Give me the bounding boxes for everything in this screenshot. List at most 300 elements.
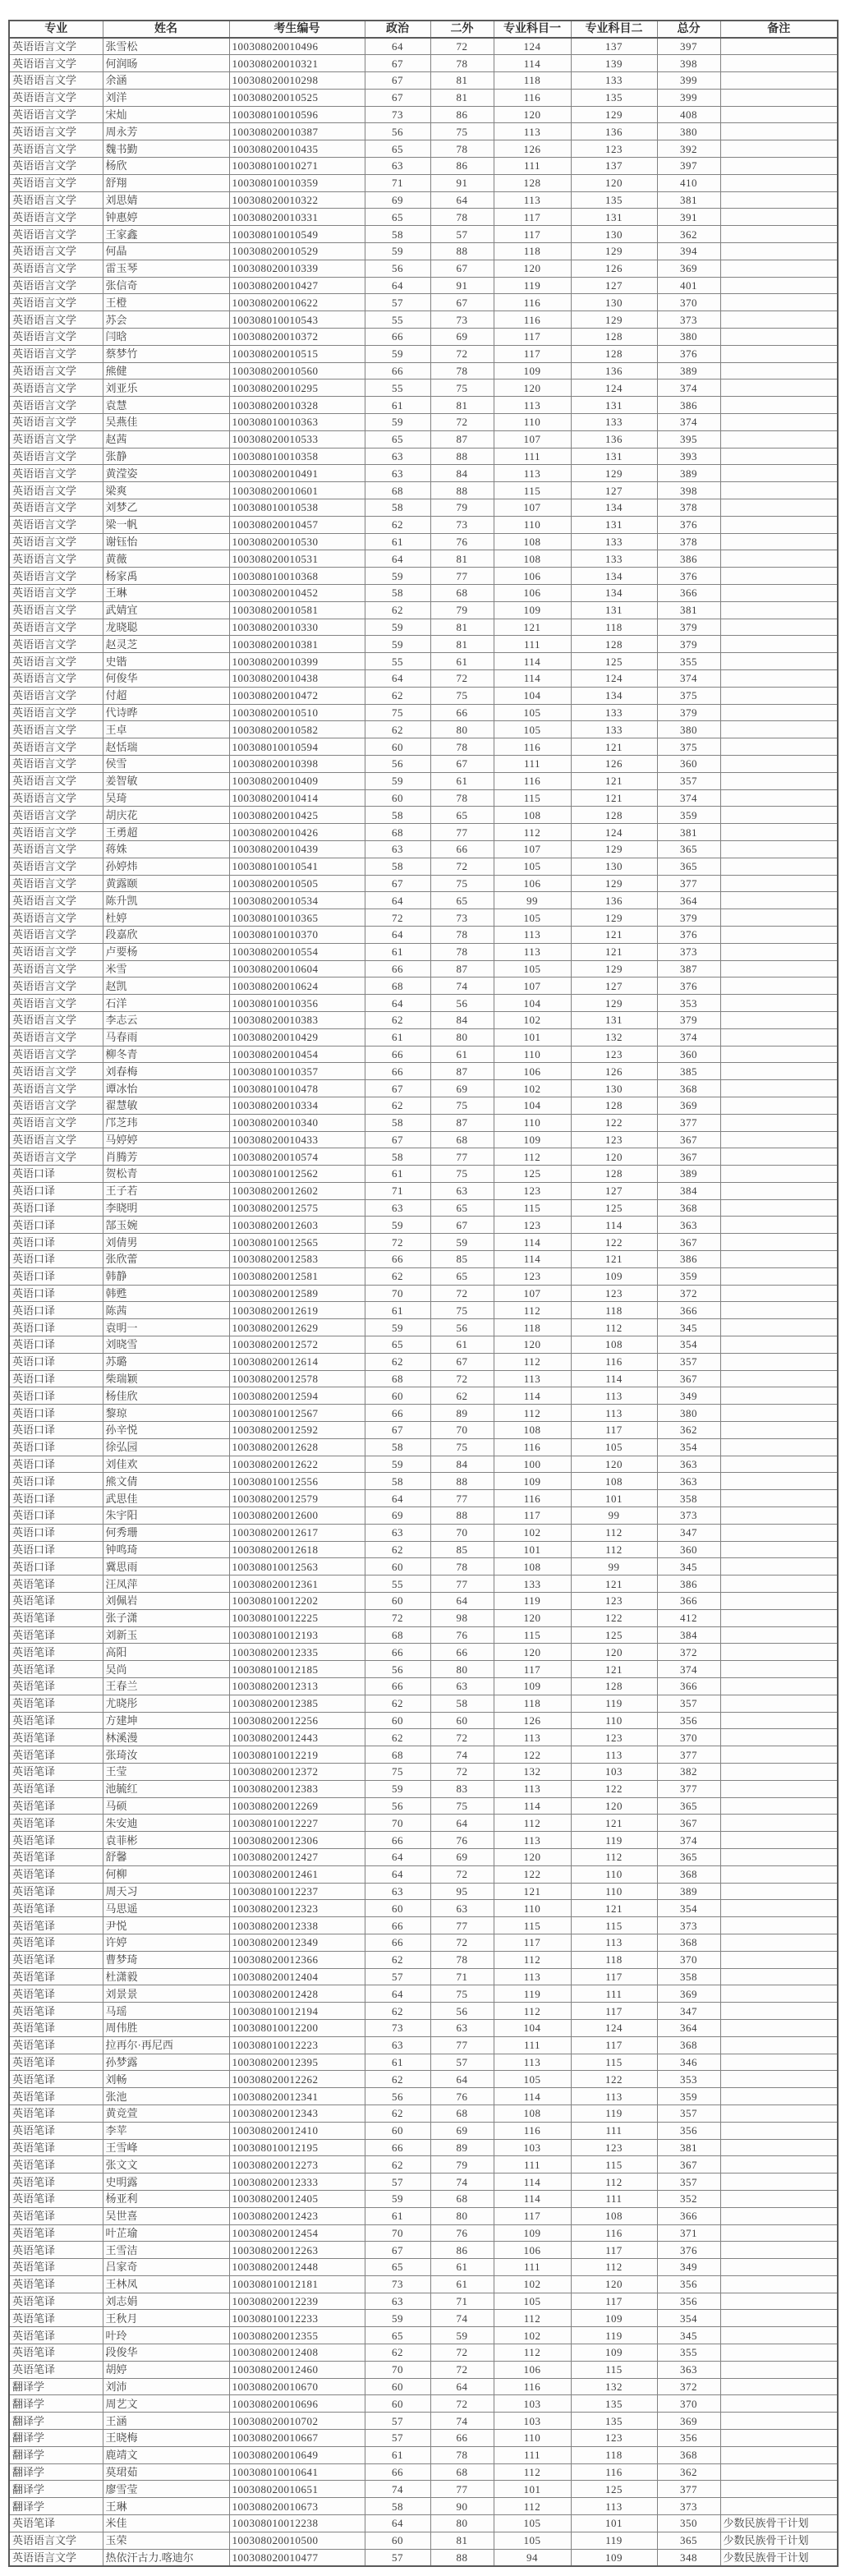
table-cell bbox=[720, 260, 838, 277]
table-cell: 100308010010541 bbox=[229, 858, 365, 875]
table-row bbox=[9, 294, 838, 311]
table-cell bbox=[720, 1985, 838, 2003]
table-cell: 65 bbox=[430, 807, 494, 824]
table-cell: 李晓明 bbox=[103, 1199, 229, 1217]
table-cell: 120 bbox=[571, 1148, 657, 1166]
table-cell: 130 bbox=[571, 294, 657, 311]
table-cell: 英语笔译 bbox=[9, 2361, 103, 2378]
table-cell: 英语语言文学 bbox=[9, 209, 103, 226]
table-cell: 365 bbox=[657, 840, 720, 858]
table-cell: 99 bbox=[571, 1507, 657, 1525]
table-cell: 120 bbox=[494, 260, 571, 277]
table-row bbox=[9, 1387, 838, 1405]
table-cell: 64 bbox=[365, 38, 430, 55]
table-cell: 102 bbox=[494, 1011, 571, 1028]
table-cell: 100308020010454 bbox=[229, 1046, 365, 1063]
table-cell: 英语口译 bbox=[9, 1541, 103, 1558]
table-row bbox=[9, 1011, 838, 1028]
table-cell: 许婷 bbox=[103, 1934, 229, 1951]
table-cell: 66 bbox=[430, 2430, 494, 2447]
table-cell: 370 bbox=[657, 1951, 720, 1968]
table-cell: 100308020012460 bbox=[229, 2361, 365, 2378]
table-row bbox=[9, 448, 838, 465]
table-cell: 英语笔译 bbox=[9, 1678, 103, 1695]
table-cell: 57 bbox=[430, 226, 494, 243]
table-cell: 王晓梅 bbox=[103, 2430, 229, 2447]
table-cell: 107 bbox=[494, 978, 571, 995]
table-cell: 111 bbox=[494, 448, 571, 465]
table-row bbox=[9, 123, 838, 140]
table-cell: 英语口译 bbox=[9, 1558, 103, 1576]
table-cell: 段俊华 bbox=[103, 2344, 229, 2362]
table-cell: 376 bbox=[657, 978, 720, 995]
table-cell: 100308020012323 bbox=[229, 1900, 365, 1917]
table-row bbox=[9, 345, 838, 362]
table-cell bbox=[720, 380, 838, 397]
table-cell: 104 bbox=[494, 1097, 571, 1114]
table-cell: 62 bbox=[365, 2003, 430, 2020]
table-row bbox=[9, 1182, 838, 1199]
table-cell: 105 bbox=[494, 2071, 571, 2088]
table-row bbox=[9, 2430, 838, 2447]
table-cell: 武思佳 bbox=[103, 1490, 229, 1507]
table-cell: 100308020010429 bbox=[229, 1028, 365, 1046]
table-cell: 112 bbox=[494, 2310, 571, 2327]
table-cell: 357 bbox=[657, 1695, 720, 1712]
table-cell: 367 bbox=[657, 1234, 720, 1251]
table-cell: 75 bbox=[430, 1097, 494, 1114]
table-cell bbox=[720, 1678, 838, 1695]
table-cell: 113 bbox=[571, 2088, 657, 2105]
table-cell: 373 bbox=[657, 1507, 720, 1525]
table-cell: 英语语言文学 bbox=[9, 1148, 103, 1166]
table-cell bbox=[720, 2395, 838, 2413]
table-cell: 370 bbox=[657, 294, 720, 311]
table-row bbox=[9, 2498, 838, 2515]
table-cell: 61 bbox=[430, 2275, 494, 2293]
table-cell: 100308020010409 bbox=[229, 772, 365, 789]
table-cell: 62 bbox=[430, 1387, 494, 1405]
table-cell: 72 bbox=[365, 1609, 430, 1626]
table-cell: 66 bbox=[365, 1917, 430, 1934]
table-cell: 110 bbox=[494, 1900, 571, 1917]
table-cell: 362 bbox=[657, 226, 720, 243]
header-cell: 专业科目一 bbox=[494, 21, 571, 38]
table-cell: 100308020012579 bbox=[229, 1490, 365, 1507]
table-cell: 叶芷瑜 bbox=[103, 2224, 229, 2242]
table-cell: 64 bbox=[365, 2515, 430, 2532]
table-cell: 75 bbox=[430, 687, 494, 704]
table-cell: 66 bbox=[430, 704, 494, 721]
table-cell: 376 bbox=[657, 926, 720, 943]
table-cell: 袁慧 bbox=[103, 397, 229, 414]
table-cell: 128 bbox=[571, 807, 657, 824]
table-cell: 英语口译 bbox=[9, 1166, 103, 1183]
table-cell: 353 bbox=[657, 2071, 720, 2088]
table-cell: 114 bbox=[494, 55, 571, 72]
table-cell bbox=[720, 875, 838, 892]
table-cell: 365 bbox=[657, 2532, 720, 2549]
table-cell bbox=[720, 397, 838, 414]
table-cell: 131 bbox=[571, 516, 657, 533]
table-cell: 64 bbox=[365, 277, 430, 294]
table-cell bbox=[720, 2139, 838, 2156]
table-cell: 102 bbox=[494, 1080, 571, 1097]
table-row bbox=[9, 909, 838, 927]
table-row bbox=[9, 1848, 838, 1865]
table-cell: 英语笔译 bbox=[9, 1917, 103, 1934]
table-cell: 70 bbox=[365, 2224, 430, 2242]
table-cell: 101 bbox=[571, 1490, 657, 1507]
table-cell: 369 bbox=[657, 1097, 720, 1114]
table-cell: 姜智敏 bbox=[103, 772, 229, 789]
table-cell: 100308010012195 bbox=[229, 2139, 365, 2156]
table-cell: 117 bbox=[494, 209, 571, 226]
table-cell: 64 bbox=[365, 926, 430, 943]
table-cell bbox=[720, 807, 838, 824]
table-cell: 刘佩岩 bbox=[103, 1593, 229, 1610]
table-cell: 56 bbox=[365, 123, 430, 140]
table-cell: 117 bbox=[571, 2036, 657, 2054]
table-cell: 107 bbox=[494, 499, 571, 517]
table-cell: 377 bbox=[657, 1114, 720, 1131]
table-cell: 125 bbox=[571, 2481, 657, 2498]
table-cell: 雷玉琴 bbox=[103, 260, 229, 277]
table-cell: 81 bbox=[430, 89, 494, 106]
table-cell: 357 bbox=[657, 772, 720, 789]
table-cell: 98 bbox=[430, 1609, 494, 1626]
table-cell: 86 bbox=[430, 158, 494, 175]
table-cell: 63 bbox=[430, 1900, 494, 1917]
table-cell: 英语语言文学 bbox=[9, 1080, 103, 1097]
table-cell: 139 bbox=[571, 55, 657, 72]
table-cell: 100308020012239 bbox=[229, 2293, 365, 2310]
table-cell: 117 bbox=[494, 1661, 571, 1678]
table-cell: 周天习 bbox=[103, 1883, 229, 1900]
table-cell: 史锴 bbox=[103, 653, 229, 670]
table-cell: 100308020010328 bbox=[229, 397, 365, 414]
table-cell: 118 bbox=[494, 1695, 571, 1712]
table-cell: 56 bbox=[430, 2003, 494, 2020]
table-cell: 113 bbox=[571, 1387, 657, 1405]
table-cell: 刘梦乙 bbox=[103, 499, 229, 517]
table-cell: 100308010012227 bbox=[229, 1815, 365, 1832]
table-cell: 英语笔译 bbox=[9, 2071, 103, 2088]
table-cell: 英语笔译 bbox=[9, 1883, 103, 1900]
table-cell: 136 bbox=[571, 892, 657, 909]
table-cell: 69 bbox=[365, 1507, 430, 1525]
table-cell: 100308020012602 bbox=[229, 1182, 365, 1199]
table-cell: 英语语言文学 bbox=[9, 858, 103, 875]
table-cell: 374 bbox=[657, 669, 720, 687]
table-cell: 391 bbox=[657, 209, 720, 226]
table-cell: 英语笔译 bbox=[9, 2344, 103, 2362]
table-row bbox=[9, 687, 838, 704]
table-cell: 64 bbox=[365, 1848, 430, 1865]
table-cell: 翻译学 bbox=[9, 2481, 103, 2498]
table-row bbox=[9, 2259, 838, 2276]
table-cell: 73 bbox=[430, 311, 494, 329]
table-cell: 112 bbox=[494, 824, 571, 841]
table-cell: 118 bbox=[494, 243, 571, 260]
table-cell: 英语笔译 bbox=[9, 2019, 103, 2036]
table-row bbox=[9, 1234, 838, 1251]
table-cell: 385 bbox=[657, 1063, 720, 1080]
table-cell: 357 bbox=[657, 2104, 720, 2122]
table-cell: 胡婷 bbox=[103, 2361, 229, 2378]
table-cell: 381 bbox=[657, 191, 720, 209]
table-cell: 73 bbox=[430, 516, 494, 533]
table-cell: 366 bbox=[657, 2207, 720, 2224]
table-cell: 63 bbox=[365, 1524, 430, 1541]
table-cell: 67 bbox=[430, 294, 494, 311]
table-cell: 英语笔译 bbox=[9, 2515, 103, 2532]
table-cell: 英语笔译 bbox=[9, 1695, 103, 1712]
table-cell: 117 bbox=[494, 329, 571, 346]
table-cell: 100308020010472 bbox=[229, 687, 365, 704]
table-cell: 64 bbox=[430, 2071, 494, 2088]
table-cell: 刘佳欢 bbox=[103, 1456, 229, 1473]
table-cell: 119 bbox=[494, 1985, 571, 2003]
table-cell bbox=[720, 1166, 838, 1183]
table-cell: 英语语言文学 bbox=[9, 294, 103, 311]
table-cell: 354 bbox=[657, 1900, 720, 1917]
table-cell: 127 bbox=[571, 277, 657, 294]
table-cell: 66 bbox=[365, 2463, 430, 2481]
table-cell: 55 bbox=[365, 380, 430, 397]
table-cell: 70 bbox=[430, 1524, 494, 1541]
table-cell bbox=[720, 1934, 838, 1951]
table-cell: 柴瑞颖 bbox=[103, 1370, 229, 1387]
table-cell: 127 bbox=[571, 482, 657, 499]
table-cell: 111 bbox=[571, 1985, 657, 2003]
table-row bbox=[9, 1729, 838, 1746]
table-row bbox=[9, 1285, 838, 1302]
table-cell: 108 bbox=[494, 1558, 571, 1576]
table-cell bbox=[720, 243, 838, 260]
table-cell: 116 bbox=[494, 738, 571, 756]
table-cell: 70 bbox=[365, 1285, 430, 1302]
table-cell bbox=[720, 2071, 838, 2088]
table-cell: 398 bbox=[657, 482, 720, 499]
table-cell: 137 bbox=[571, 158, 657, 175]
table-cell: 126 bbox=[571, 1063, 657, 1080]
table-cell: 韩甦 bbox=[103, 1285, 229, 1302]
table-cell: 56 bbox=[365, 2088, 430, 2105]
table-cell: 366 bbox=[657, 1302, 720, 1319]
table-cell: 英语语言文学 bbox=[9, 465, 103, 482]
table-cell: 英语笔译 bbox=[9, 2242, 103, 2259]
table-cell: 67 bbox=[365, 875, 430, 892]
table-cell: 72 bbox=[430, 414, 494, 431]
table-cell: 119 bbox=[571, 1695, 657, 1712]
table-cell: 130 bbox=[571, 1080, 657, 1097]
table-cell: 64 bbox=[430, 191, 494, 209]
table-row bbox=[9, 1080, 838, 1097]
table-cell bbox=[720, 533, 838, 550]
table-cell: 84 bbox=[430, 465, 494, 482]
table-cell: 134 bbox=[571, 687, 657, 704]
table-cell: 124 bbox=[571, 824, 657, 841]
table-cell: 100308020010601 bbox=[229, 482, 365, 499]
table-cell: 363 bbox=[657, 1217, 720, 1234]
table-row bbox=[9, 2122, 838, 2139]
table-cell: 英语笔译 bbox=[9, 2174, 103, 2191]
table-cell: 56 bbox=[430, 995, 494, 1012]
table-cell: 62 bbox=[365, 687, 430, 704]
table-cell: 宋灿 bbox=[103, 106, 229, 123]
table-cell: 100308020012600 bbox=[229, 1507, 365, 1525]
header-cell: 姓名 bbox=[103, 21, 229, 38]
table-cell: 英语口译 bbox=[9, 1353, 103, 1370]
table-cell: 119 bbox=[571, 1832, 657, 1849]
table-cell: 59 bbox=[365, 568, 430, 585]
table-cell: 杨家禹 bbox=[103, 568, 229, 585]
table-cell: 129 bbox=[571, 465, 657, 482]
table-cell: 刘景景 bbox=[103, 1985, 229, 2003]
table-cell: 袁菲彬 bbox=[103, 1832, 229, 1849]
table-cell: 56 bbox=[365, 755, 430, 772]
table-row bbox=[9, 1405, 838, 1422]
table-cell bbox=[720, 226, 838, 243]
table-cell: 118 bbox=[571, 1302, 657, 1319]
table-cell bbox=[720, 123, 838, 140]
table-cell: 61 bbox=[365, 1166, 430, 1183]
table-cell: 100308010010370 bbox=[229, 926, 365, 943]
table-cell: 372 bbox=[657, 1644, 720, 1661]
table-row bbox=[9, 2207, 838, 2224]
table-cell: 英语笔译 bbox=[9, 2036, 103, 2054]
table-cell: 76 bbox=[430, 2224, 494, 2242]
table-cell: 64 bbox=[365, 892, 430, 909]
table-cell: 英语语言文学 bbox=[9, 38, 103, 55]
table-cell: 58 bbox=[365, 1114, 430, 1131]
table-cell bbox=[720, 430, 838, 448]
table-cell: 121 bbox=[571, 1576, 657, 1593]
table-cell: 100308020010491 bbox=[229, 465, 365, 482]
table-cell: 英语笔译 bbox=[9, 2293, 103, 2310]
table-cell: 368 bbox=[657, 1934, 720, 1951]
table-cell: 英语笔译 bbox=[9, 1968, 103, 1985]
table-cell: 87 bbox=[430, 960, 494, 978]
table-cell: 叶玲 bbox=[103, 2327, 229, 2344]
table-row bbox=[9, 533, 838, 550]
table-cell: 118 bbox=[494, 1319, 571, 1336]
table-cell: 354 bbox=[657, 1336, 720, 1354]
table-cell: 115 bbox=[571, 2054, 657, 2071]
table-cell: 112 bbox=[494, 1302, 571, 1319]
table-cell: 102 bbox=[494, 2275, 571, 2293]
table-cell: 112 bbox=[494, 2003, 571, 2020]
table-cell: 101 bbox=[494, 1541, 571, 1558]
table-row bbox=[9, 311, 838, 329]
table-cell: 379 bbox=[657, 1011, 720, 1028]
table-row bbox=[9, 1968, 838, 1985]
table-cell: 英语笔译 bbox=[9, 2224, 103, 2242]
table-cell: 100308020010554 bbox=[229, 943, 365, 960]
table-cell bbox=[720, 1832, 838, 1849]
table-cell: 100308010010596 bbox=[229, 106, 365, 123]
table-cell: 59 bbox=[365, 1319, 430, 1336]
table-cell: 113 bbox=[494, 1370, 571, 1387]
table-cell: 67 bbox=[365, 1131, 430, 1148]
table-cell: 101 bbox=[494, 2481, 571, 2498]
table-cell: 65 bbox=[430, 892, 494, 909]
table-cell: 375 bbox=[657, 738, 720, 756]
table-cell: 128 bbox=[571, 1166, 657, 1183]
table-cell: 英语笔译 bbox=[9, 1763, 103, 1780]
table-cell bbox=[720, 1746, 838, 1764]
table-cell: 英语笔译 bbox=[9, 2139, 103, 2156]
table-cell: 126 bbox=[571, 755, 657, 772]
table-cell: 59 bbox=[365, 619, 430, 636]
table-cell: 100308020012349 bbox=[229, 1934, 365, 1951]
table-cell: 128 bbox=[571, 1678, 657, 1695]
table-cell: 79 bbox=[430, 601, 494, 619]
table-cell: 72 bbox=[430, 1370, 494, 1387]
table-cell: 377 bbox=[657, 875, 720, 892]
table-cell: 77 bbox=[430, 2481, 494, 2498]
table-cell: 100308020012306 bbox=[229, 1832, 365, 1849]
table-cell: 352 bbox=[657, 2190, 720, 2207]
table-cell: 129 bbox=[571, 875, 657, 892]
table-cell bbox=[720, 1865, 838, 1883]
table-cell: 王涵 bbox=[103, 2413, 229, 2430]
table-cell: 100308020010702 bbox=[229, 2413, 365, 2430]
table-cell: 72 bbox=[430, 2361, 494, 2378]
table-cell: 刘畅 bbox=[103, 2071, 229, 2088]
table-cell bbox=[720, 2310, 838, 2327]
table-row bbox=[9, 978, 838, 995]
table-cell: 75 bbox=[430, 1302, 494, 1319]
table-cell: 397 bbox=[657, 158, 720, 175]
table-row bbox=[9, 1712, 838, 1729]
table-cell: 100308020010398 bbox=[229, 755, 365, 772]
table-cell: 英语笔译 bbox=[9, 2088, 103, 2105]
table-cell bbox=[720, 191, 838, 209]
table-cell: 72 bbox=[430, 1934, 494, 1951]
table-cell bbox=[720, 1422, 838, 1439]
table-cell: 95 bbox=[430, 1883, 494, 1900]
table-cell: 75 bbox=[430, 1797, 494, 1815]
table-cell: 75 bbox=[430, 380, 494, 397]
table-cell: 116 bbox=[571, 2463, 657, 2481]
table-cell: 113 bbox=[571, 1746, 657, 1764]
table-cell: 张琦汝 bbox=[103, 1746, 229, 1764]
table-cell: 108 bbox=[494, 1422, 571, 1439]
table-row bbox=[9, 1097, 838, 1114]
table-cell: 100308010010357 bbox=[229, 1063, 365, 1080]
table-cell bbox=[720, 2413, 838, 2430]
table-cell: 62 bbox=[365, 1541, 430, 1558]
table-row bbox=[9, 1336, 838, 1354]
table-cell: 81 bbox=[430, 619, 494, 636]
table-cell: 熊健 bbox=[103, 362, 229, 380]
table-cell: 魏书勤 bbox=[103, 140, 229, 158]
table-cell: 英语笔译 bbox=[9, 1934, 103, 1951]
table-cell: 131 bbox=[571, 209, 657, 226]
table-cell: 100308010012563 bbox=[229, 1558, 365, 1576]
table-cell: 120 bbox=[571, 1644, 657, 1661]
header-cell: 专业 bbox=[9, 21, 103, 38]
table-cell: 张欣蕾 bbox=[103, 1251, 229, 1268]
table-cell bbox=[720, 516, 838, 533]
table-cell: 曹梦琦 bbox=[103, 1951, 229, 1968]
table-cell: 108 bbox=[494, 550, 571, 568]
table-cell: 63 bbox=[365, 2036, 430, 2054]
table-cell: 117 bbox=[494, 1507, 571, 1525]
table-cell: 张子潇 bbox=[103, 1609, 229, 1626]
